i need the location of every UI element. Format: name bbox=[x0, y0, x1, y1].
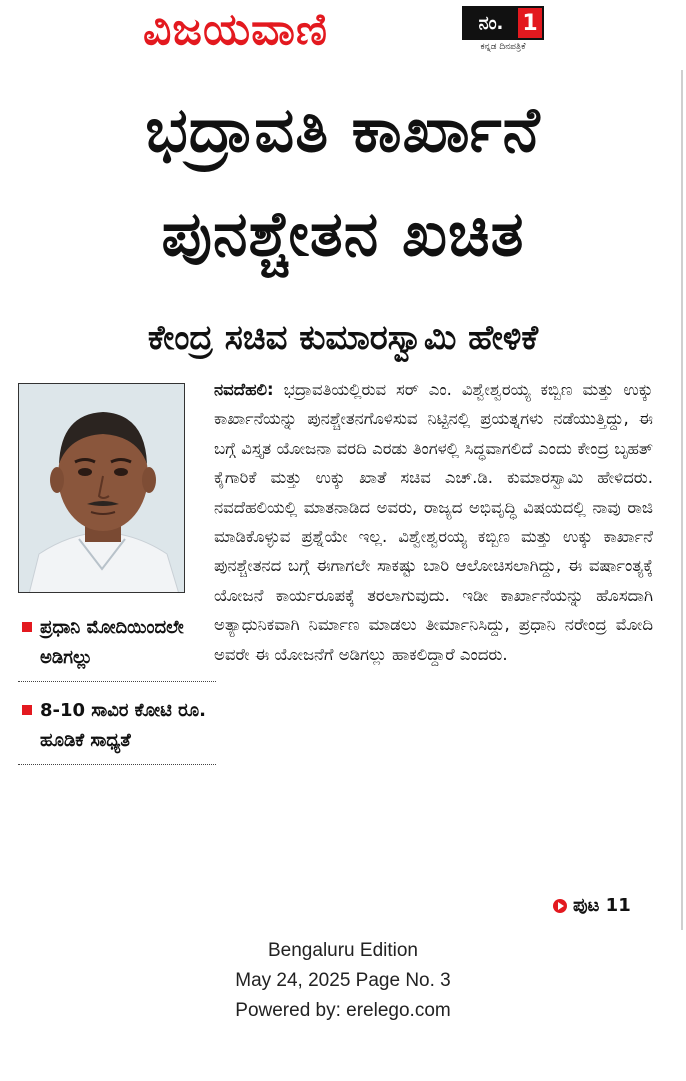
red-square-bullet-icon bbox=[22, 622, 32, 632]
page-edge-rule bbox=[681, 70, 683, 930]
play-arrow-icon bbox=[553, 899, 567, 913]
article-body-text: ಭದ್ರಾವತಿಯಲ್ಲಿರುವ ಸರ್ ಎಂ. ವಿಶ್ವೇಶ್ವರಯ್ಯ ಕಬ್ಬಿಣ ಮತ್ತು ಉಕ್ಕು ಕಾರ್ಖಾನೆಯನ್ನು ಪುನಶ್ಚೇತನಗೊಳಿಸುವ ನಿಟ್ಟಿನಲ್ಲಿ ಪ್ರಯತ್ನಗಳು ನಡೆಯುತ್ತಿದ್ದು, ಈ ಬಗ್ಗೆ ವಿಸ್ತೃತ ಯೋಜನಾ ವರದಿ ಎರಡು ತಿಂಗಳಲ್ಲಿ ಸಿದ್ಧವಾಗಲಿದೆ ಎಂದು ಕೇಂದ್ರ ಬೃಹತ್ ಕೈಗಾರಿಕೆ ಮತ್ತು ಉಕ್ಕು ಖಾತೆ ಸಚಿವ ಎಚ್.ಡಿ. ಕುಮಾರಸ್ವಾಮಿ ಹೇಳಿದರು. ನವದೆಹಲಿಯಲ್ಲಿ ಮಾತನಾಡಿದ ಅವರು, ರಾಜ್ಯದ ಅಭಿವೃದ್ಧಿ ವಿಷಯದಲ್ಲಿ ನಾವು ರಾಜಿ ಮಾಡಿಕೊಳ್ಳುವ ಪ್ರಶ್ನೆಯೇ ಇಲ್ಲ. ವಿಶ್ವೇಶ್ವರಯ್ಯ ಕಬ್ಬಿಣ ಮತ್ತು ಉಕ್ಕು ಕಾರ್ಖಾನೆ ಪುನಶ್ಚೇತನದ ಬಗ್ಗೆ ಈಗಾಗಲೇ ಸಾಕಷ್ಟು ಬಾರಿ ಆಲೋಚಿಸಲಾಗಿದ್ದು, ಈ ವರ್ಷಾಂತ್ಯಕ್ಕೆ ಯೋಜನೆ ಕಾರ್ಯರೂಪಕ್ಕೆ ತರಲಾಗುವುದು. ಇಡೀ ಕಾರ್ಖಾನೆಯನ್ನು ಹೊಸದಾಗಿ ಅತ್ಯಾಧುನಿಕವಾಗಿ ನಿರ್ಮಾಣ ಮಾಡಲು ತೀರ್ಮಾನಿಸಿದ್ದು, ಪ್ರಧಾನಿ ನರೇಂದ್ರ ಮೋದಿ ಅವರೇ ಈ ಯೋಜನೆಗೆ ಅಡಿಗಲ್ಲು ಹಾಕಲಿದ್ದಾರೆ ಎಂದರು. bbox=[214, 380, 653, 664]
page-footer bbox=[0, 936, 686, 1026]
powered-by-label[interactable]: Powered by: erelego.com bbox=[235, 1000, 451, 1021]
highlight-text: ಪ್ರಧಾನಿ ಮೋದಿಯಿಂದಲೇ ಅಡಿಗಲ್ಲು bbox=[40, 617, 184, 668]
continued-link[interactable] bbox=[553, 895, 631, 916]
highlight-text: 8-10 ಸಾವಿರ ಕೋಟಿ ರೂ. ಹೂಡಿಕೆ ಸಾಧ್ಯತೆ bbox=[40, 700, 206, 751]
date-page-label: May 24, 2025 Page No. 3 bbox=[235, 970, 451, 991]
headline-line-1: ಭದ್ರಾವತಿ ಕಾರ್ಖಾನೆ bbox=[145, 93, 541, 166]
article-headline bbox=[18, 78, 668, 286]
article-dateline: ನವದೆಹಲಿ: bbox=[214, 380, 274, 399]
newspaper-logo: ವಿಜಯವಾಣಿ bbox=[143, 4, 329, 55]
masthead-tagline: ಕನ್ನಡ ದಿನಪತ್ರಿಕೆ bbox=[480, 42, 526, 52]
highlights-box bbox=[18, 611, 216, 777]
headline-line-2: ಪುನಶ್ಚೇತನ ಖಚಿತ bbox=[161, 197, 525, 270]
continued-page-label[interactable]: ಪುಟ 11 bbox=[573, 895, 631, 916]
edition-label: Bengaluru Edition bbox=[268, 940, 418, 961]
highlight-item bbox=[18, 611, 216, 682]
red-square-bullet-icon bbox=[22, 705, 32, 715]
highlight-item bbox=[18, 694, 216, 765]
no1-badge bbox=[462, 6, 544, 40]
article-subheadline: ಕೇಂದ್ರ ಸಚಿವ ಕುಮಾರಸ್ವಾಮಿ ಹೇಳಿಕೆ bbox=[147, 318, 539, 358]
minister-photo bbox=[18, 383, 185, 593]
portrait-image bbox=[19, 384, 185, 593]
badge-number: 1 bbox=[518, 8, 542, 38]
badge-left-text: ನಂ. bbox=[464, 8, 518, 38]
masthead bbox=[0, 0, 686, 68]
